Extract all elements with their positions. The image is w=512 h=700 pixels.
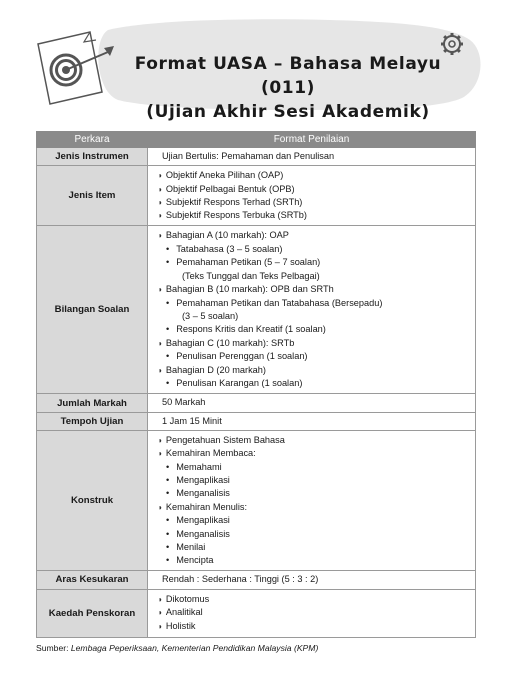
list-subitem: • Penulisan Karangan (1 soalan) — [158, 377, 471, 390]
row-label: Aras Kesukaran — [37, 571, 148, 589]
table-row — [37, 166, 476, 226]
list-item: ◗ Kemahiran Membaca: — [158, 447, 471, 460]
table-row — [37, 412, 476, 430]
list-subitem-continuation: (Teks Tunggal dan Teks Pelbagai) — [182, 270, 320, 281]
row-value: 1 Jam 15 Minit — [148, 412, 476, 430]
row-value: 50 Markah — [148, 394, 476, 412]
row-label: Konstruk — [37, 431, 148, 571]
list-item: ◗ Bahagian D (20 markah) — [158, 364, 471, 377]
row-value-list — [148, 226, 476, 394]
source-prefix: Sumber: — [36, 643, 71, 653]
list-subitem: • Pemahaman Petikan (5 – 7 soalan) — [158, 256, 471, 269]
list-subitem: • Mencipta — [158, 554, 471, 567]
row-label: Jenis Instrumen — [37, 148, 148, 166]
column-header-perkara: Perkara — [37, 132, 148, 148]
row-label: Bilangan Soalan — [37, 226, 148, 394]
row-label: Jenis Item — [37, 166, 148, 226]
list-subitem: • Mengaplikasi — [158, 474, 471, 487]
table-row — [37, 571, 476, 589]
list-item: ◗ Bahagian A (10 markah): OAP — [158, 229, 471, 242]
list-item: ◗ Dikotomus — [158, 593, 471, 606]
list-subitem: • Memahami — [158, 461, 471, 474]
list-item: ◗ Holistik — [158, 620, 471, 633]
list-item: ◗ Subjektif Respons Terhad (SRTh) — [158, 196, 471, 209]
list-subitem: • Menilai — [158, 541, 471, 554]
table-row — [37, 394, 476, 412]
list-item: ◗ Analitikal — [158, 606, 471, 619]
list-subitem: • Penulisan Perenggan (1 soalan) — [158, 350, 471, 363]
list-subitem: • Tatabahasa (3 – 5 soalan) — [158, 243, 471, 256]
list-item: ◗ Objektif Pelbagai Bentuk (OPB) — [158, 183, 471, 196]
title-line-2: (Ujian Akhir Sesi Akademik) — [146, 102, 430, 122]
row-value-list — [148, 589, 476, 637]
list-subitem-continuation: (3 – 5 soalan) — [182, 310, 239, 321]
list-item: ◗ Bahagian B (10 markah): OPB dan SRTh — [158, 283, 471, 296]
list-subitem: • Pemahaman Petikan dan Tatabahasa (Bersepadu) — [158, 297, 471, 310]
source-note — [36, 643, 318, 653]
row-value: Rendah : Sederhana : Tinggi (5 : 3 : 2) — [148, 571, 476, 589]
row-label: Jumlah Markah — [37, 394, 148, 412]
row-value-list — [148, 431, 476, 571]
source-text: Lembaga Peperiksaan, Kementerian Pendidikan Malaysia (KPM) — [70, 643, 319, 653]
list-item: ◗ Subjektif Respons Terbuka (SRTb) — [158, 209, 471, 222]
list-item: ◗ Pengetahuan Sistem Bahasa — [158, 434, 471, 447]
format-table — [36, 131, 476, 638]
title-line-1: Format UASA – Bahasa Melayu (011) — [134, 54, 442, 98]
table-row — [37, 431, 476, 571]
list-item: ◗ Kemahiran Menulis: — [158, 501, 471, 514]
table-row — [37, 589, 476, 637]
row-label: Kaedah Penskoran — [37, 589, 148, 637]
column-header-format: Format Penilaian — [148, 132, 476, 148]
table-row — [37, 148, 476, 166]
table-row — [37, 226, 476, 394]
list-subitem: • Mengaplikasi — [158, 514, 471, 527]
table-header-row — [37, 132, 476, 148]
list-subitem: • Menganalisis — [158, 528, 471, 541]
page-header — [0, 0, 512, 122]
page-title — [128, 52, 448, 124]
list-item: ◗ Objektif Aneka Pilihan (OAP) — [158, 169, 471, 182]
list-subitem: • Menganalisis — [158, 487, 471, 500]
list-subitem: • Respons Kritis dan Kreatif (1 soalan) — [158, 323, 471, 336]
row-value: Ujian Bertulis: Pemahaman dan Penulisan — [148, 148, 476, 166]
row-label: Tempoh Ujian — [37, 412, 148, 430]
row-value-list — [148, 166, 476, 226]
list-item: ◗ Bahagian C (10 markah): SRTb — [158, 337, 471, 350]
